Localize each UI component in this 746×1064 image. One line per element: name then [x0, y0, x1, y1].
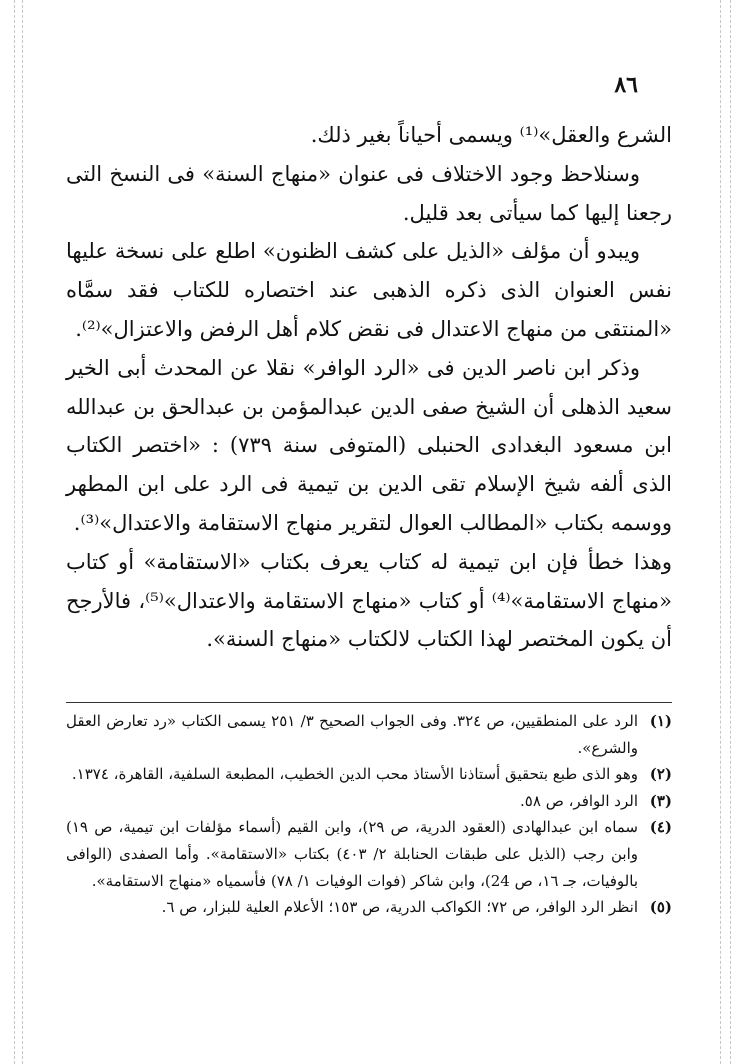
margin-guide-right-2 [730, 0, 731, 1064]
footnote-divider [66, 702, 672, 703]
footnote [66, 788, 672, 815]
margin-guide-right-1 [720, 0, 721, 1064]
paragraph: ويبدو أن مؤلف «الذيل على كشف الظنون» اطلع على نسخة عليها نفس العنوان الذى ذكره الذهبى عند اختصاره للكتاب فقد سمَّاه «المنتقى من منهاج الاعتدال فى نقض كلام أهل الرفض والاعتزال»⁽²⁾. [66, 239, 672, 341]
paragraph: الشرع والعقل»⁽¹⁾ ويسمى أحياناً بغير ذلك. [310, 123, 672, 147]
paragraph: وسنلاحظ وجود الاختلاف فى عنوان «منهاج السنة» فى النسخ التى رجعنا إليها كما سيأتى بعد قليل. [66, 161, 672, 225]
footnote-text: الرد على المنطقيين، ص ٣٢٤. وفى الجواب الصحيح ٣/ ٢٥١ يسمى الكتاب «رد تعارض العقل والشرع». [66, 712, 639, 757]
footnote [66, 761, 672, 788]
body-text [66, 116, 672, 659]
footnote-text: انظر الرد الوافر، ص ٧٢؛ الكواكب الدرية، ص ١٥٣؛ الأعلام العلية للبزار، ص ٦. [161, 898, 638, 917]
footnote-text: وهو الذى طبع بتحقيق أستاذنا الأستاذ محب الدين الخطيب، المطبعة السلفية، القاهرة، ١٣٧٤. [71, 765, 638, 784]
margin-guide-left-2 [22, 0, 23, 1064]
paragraph: وهذا خطأ فإن ابن تيمية له كتاب يعرف بكتاب «الاستقامة» أو كتاب «منهاج الاستقامة»⁽⁴⁾ أو كتاب «منهاج الاستقامة والاعتدال»⁽⁵⁾، فالأرجح أن يكون المختصر لهذا الكتاب لالكتاب «منهاج السنة». [66, 549, 673, 652]
footnote [66, 708, 672, 761]
page-number: ٨٦ [614, 72, 638, 98]
footnote-number: (١) [649, 712, 672, 730]
footnote-number: (٤) [649, 818, 672, 837]
footnote-text: سماه ابن عبدالهادى (العقود الدرية، ص ٢٩)، وابن القيم (أسماء مؤلفات ابن تيمية، ص ١٩) وابن رجب (الذيل على طبقات الحنابلة ٢/ ٤٠٣) بكتاب «الاستقامة». وأما الصفدى (الوافى بالوفيات، جـ ١٦، ص 24)، وابن شاكر (فوات الوفيات ١/ ٧٨) فأسمياه «منهاج الاستقامة». [66, 818, 639, 890]
footnotes [66, 708, 672, 921]
paragraph: وذكر ابن ناصر الدين فى «الرد الوافر» نقلا عن المحدث أبى الخير سعيد الذهلى أن الشيخ صفى الدين عبدالمؤمن بن عبدالحق بن عبدالله ابن مسعود البغدادى الحنبلى (المتوفى سنة ٧٣٩) : «اختصر الكتاب الذى ألفه شيخ الإسلام تقى الدين بن تيمية فى الرد على ابن المطهر ووسمه بكتاب «المطالب العوال لتقرير منهاج الاستقامة والاعتدال»⁽³⁾. [66, 355, 672, 535]
footnote-number: (٣) [649, 791, 672, 810]
footnote [66, 814, 672, 894]
margin-guide-left-1 [14, 0, 15, 1064]
footnote-number: (٢) [649, 765, 672, 784]
footnote-number: (٥) [649, 898, 672, 917]
footnote-text: الرد الوافر، ص ٥٨. [520, 791, 638, 810]
footnote [66, 894, 672, 921]
